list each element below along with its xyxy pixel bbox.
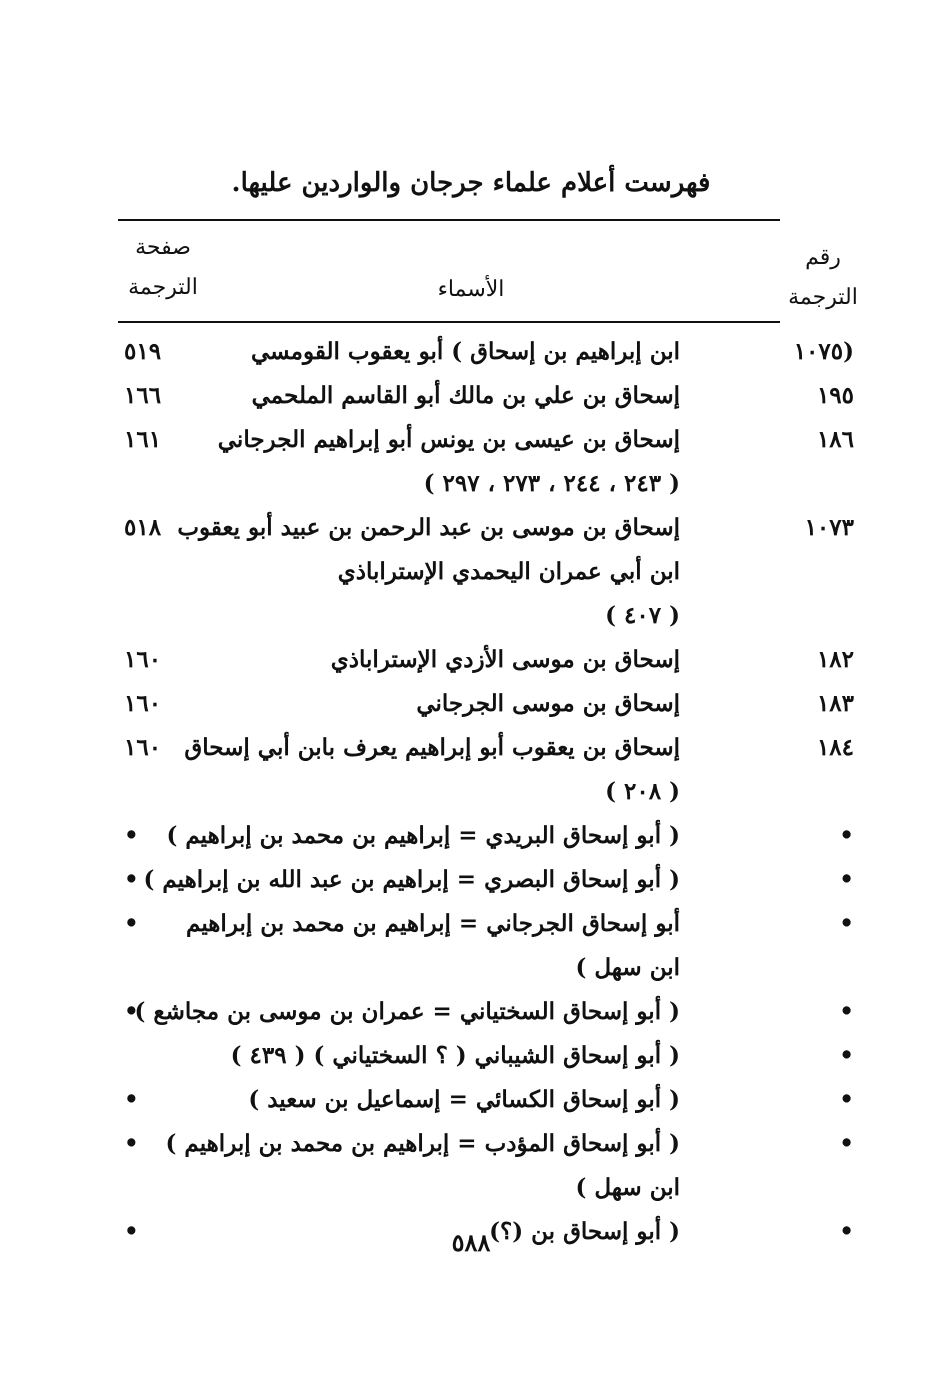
entry-name-line: إسحاق بن موسى الأزدي الإستراباذي [330,646,680,673]
entry-number: (١٠٧٥ [793,338,854,365]
entry-name-line: ابن سهل ) [575,1174,680,1201]
entry-name-line: إسحاق بن يعقوب أبو إبراهيم يعرف بابن أبي إسحاق [184,734,680,761]
entry-name [180,682,680,726]
entry-name-line: إسحاق بن موسى الجرجاني [416,690,680,717]
page-title: فهرست أعلام علماء جرجان والواردين عليها. [231,168,711,198]
entry-name-line: ( أبو إسحاق الشيباني ( ؟ السختياني ) ( ٤٣٩ ) [230,1042,680,1069]
entry-name [177,506,680,638]
entry-page: ٥١٨ [124,514,162,541]
entry-number: • [839,822,854,849]
entry-page: • [124,1130,139,1157]
entry-name-line: ( أبو إسحاق الكسائي = إسماعيل بن سعيد ) [248,1086,680,1113]
entry-number: ١٨٦ [816,426,854,453]
entry-number: • [839,1130,854,1157]
entry-name-line: ( أبو إسحاق البصري = إبراهيم بن عبد الله بن إبراهيم ) [143,866,680,893]
entry-name [165,1122,680,1210]
entry-name-line: ( ٢٠٨ ) [605,778,680,805]
header-rule [118,321,780,323]
entry-number: • [839,998,854,1025]
entry-number: ١٨٣ [816,690,854,717]
entry-name [180,902,680,990]
entry-name-line: ( أبو إسحاق السختياني = عمران بن موسى بن مجاشع ) [134,998,680,1025]
entry-name-line: ابن أبي عمران اليحمدي الإستراباذي [337,558,680,585]
entry-page: • [124,822,139,849]
entry-name [180,330,680,374]
header-page-line2: الترجمة [128,275,198,300]
entry-name-line: ( أبو إسحاق المؤدب = إبراهيم بن محمد بن إبراهيم ) [165,1130,680,1157]
header-num-line1: رقم [805,245,841,270]
header-num-line2: الترجمة [788,285,858,310]
entry-name-line: ابن سهل ) [575,954,680,981]
entry-name [180,374,680,418]
entry-page: ١٦٠ [124,734,162,761]
entry-page: • [124,1086,139,1113]
entry-name-line: إسحاق بن علي بن مالك أبو القاسم الملحمي [251,382,680,409]
entry-number: ١٨٤ [816,734,854,761]
header-names: الأسماء [437,277,505,302]
entry-number: ١٨٢ [816,646,854,673]
entry-page: • [124,998,139,1025]
entry-name-line: ( ٤٠٧ ) [605,602,680,629]
entry-name [180,638,680,682]
entry-page: ١٦٠ [124,646,162,673]
entry-name-line: أبو إسحاق الجرجاني = إبراهيم بن محمد بن إبراهيم [186,910,680,937]
entry-page: • [124,910,139,937]
entry-page: ٥١٩ [124,338,162,365]
entry-page: • [124,1218,139,1245]
top-rule [118,219,780,221]
entry-number: ١٩٥ [816,382,854,409]
entry-number: • [839,1042,854,1069]
entry-name-line: ( أبو إسحاق البريدي = إبراهيم بن محمد بن إبراهيم ) [166,822,680,849]
index-entries [0,330,942,1254]
header-page-number [118,228,208,308]
entry-name [166,814,680,858]
entry-name [180,726,680,814]
page-number: ٥٨٨ [451,1228,491,1257]
entry-name-line: إسحاق بن عيسى بن يونس أبو إبراهيم الجرجاني [217,426,680,453]
entry-name-line: ( ٢٤٣ ، ٢٤٤ ، ٢٧٣ ، ٢٩٧ ) [423,470,680,497]
entry-number: • [839,866,854,893]
entry-page: ١٦٠ [124,690,162,717]
entry-name [180,418,680,506]
entry-name [143,858,680,902]
entry-name [134,990,680,1034]
header-page-line1: صفحة [135,235,191,260]
entry-name [180,1078,680,1122]
entry-name [180,1034,680,1078]
entry-name-line: ( أبو إسحاق بن (؟) [489,1218,680,1245]
entry-number: • [839,910,854,937]
entry-name-line: إسحاق بن موسى بن عبد الرحمن بن عبيد أبو يعقوب [177,514,680,541]
entry-page: ١٦٦ [124,382,162,409]
entry-number: ١٠٧٣ [804,514,854,541]
entry-number: • [839,1086,854,1113]
entry-number: • [839,1218,854,1245]
entry-page: • [124,866,139,893]
entry-page: ١٦١ [124,426,162,453]
entry-name-line: ابن إبراهيم بن إسحاق ) أبو يعقوب القومسي [250,338,680,365]
